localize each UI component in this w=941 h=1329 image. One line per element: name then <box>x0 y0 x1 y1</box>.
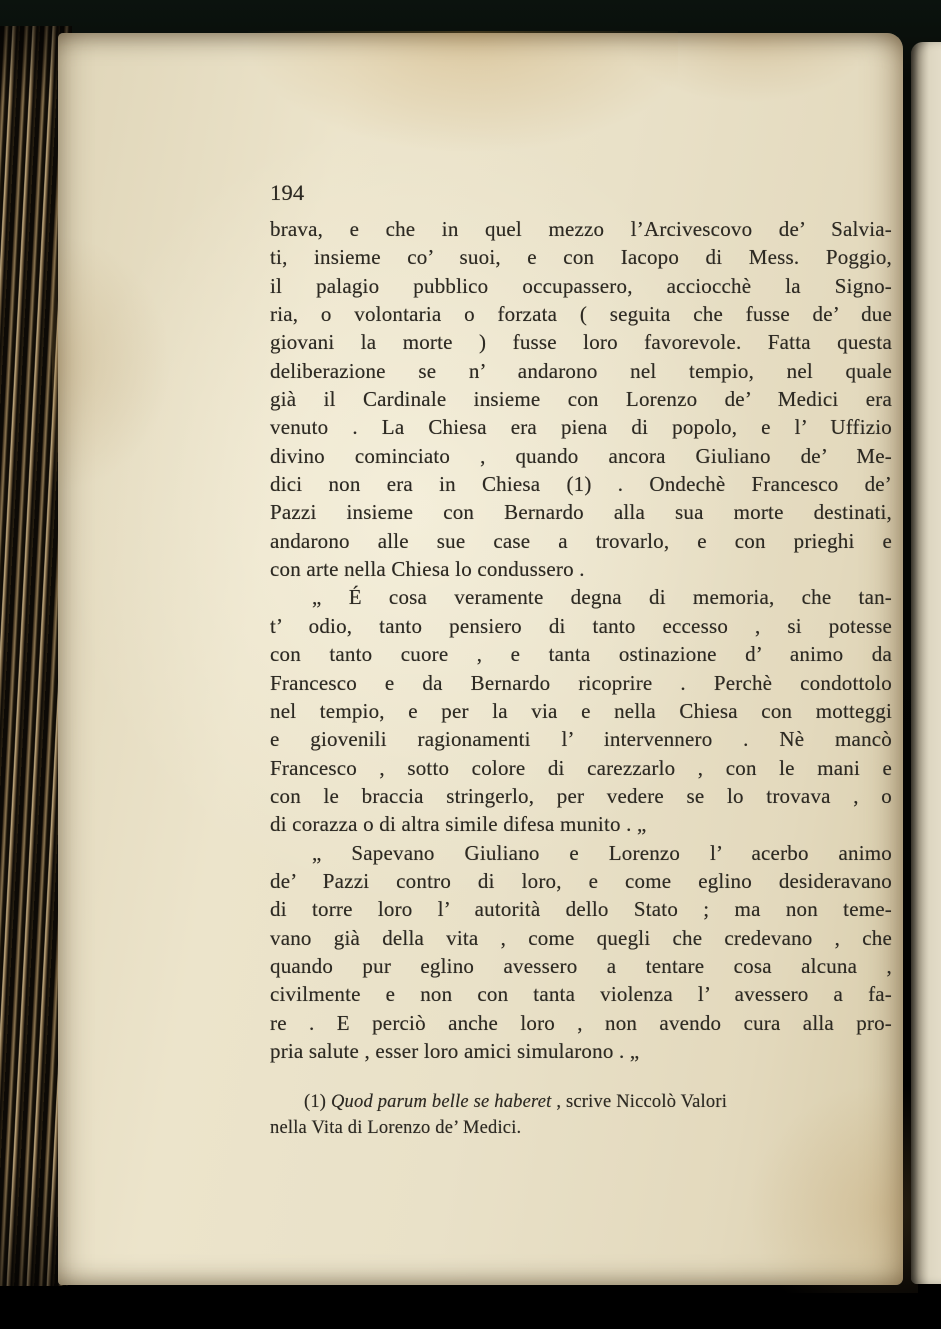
text-line: di torre loro l’ autorità dello Stato ; ma non teme- <box>270 897 892 922</box>
paragraphs <box>270 215 892 1065</box>
text-line: civilmente e non con tanta violenza l’ avessero a fa- <box>270 982 892 1007</box>
text-line: Pazzi insieme con Bernardo alla sua morte destinati, <box>270 500 892 525</box>
footnote-marker: (1) <box>304 1092 331 1113</box>
next-page-edge <box>911 42 941 1284</box>
text-line: andarono alle sue case a trovarlo, e con prieghi e <box>270 528 892 553</box>
text-line: ria, o volontaria o forzata ( seguita che fusse de’ due <box>270 302 892 327</box>
paragraph <box>270 583 892 838</box>
text-line: venuto . La Chiesa era piena di popolo, e l’ Uffizio <box>270 415 892 440</box>
footnote-attribution: , scrive Niccolò Valori <box>551 1092 728 1113</box>
text-line: „ Sapevano Giuliano e Lorenzo l’ acerbo animo <box>312 840 892 865</box>
page-number: 194 <box>270 180 305 205</box>
text-line: Francesco , sotto colore di carezzarlo , con le mani e <box>270 755 892 780</box>
text-line: con arte nella Chiesa lo condussero . <box>270 557 585 582</box>
text-line: Francesco e da Bernardo ricoprire . Perchè condottolo <box>270 670 892 695</box>
text-block <box>270 179 892 1141</box>
text-line: quando pur eglino avessero a tentare cosa alcuna , <box>270 953 892 978</box>
text-line: divino cominciato , quando ancora Giuliano de’ Me- <box>270 443 892 468</box>
paragraph <box>270 215 892 583</box>
paper-stain <box>618 33 878 103</box>
footnote-line <box>270 1089 892 1115</box>
text-line: e giovenili ragionamenti l’ intervennero . Nè mancò <box>270 727 892 752</box>
footnote-line: nella Vita di Lorenzo de’ Medici. <box>270 1118 522 1139</box>
text-line: vano già della vita , come quegli che credevano , che <box>270 925 892 950</box>
text-line: t’ odio, tanto pensiero di tanto eccesso , si potesse <box>270 613 892 638</box>
text-line: de’ Pazzi contro di loro, e come eglino desideravano <box>270 868 892 893</box>
text-line: il palagio pubblico occupassero, acciocchè la Signo- <box>270 273 892 298</box>
paragraph <box>270 839 892 1066</box>
text-line: ti, insieme co’ suoi, e con Iacopo di Mess. Poggio, <box>270 245 892 270</box>
text-line: con tanto cuore , e tanta ostinazione d’ animo da <box>270 642 892 667</box>
text-line: re . E perciò anche loro , non avendo cura alla pro- <box>270 1010 892 1035</box>
text-line: deliberazione se n’ andarono nel tempio, nel quale <box>270 358 892 383</box>
text-line: con le braccia stringerlo, per vedere se lo trovava , o <box>270 783 892 808</box>
footnote <box>270 1089 892 1141</box>
text-line: giovani la morte ) fusse loro favorevole. Fatta questa <box>270 330 892 355</box>
text-line: già il Cardinale insieme con Lorenzo de’ Medici era <box>270 387 892 412</box>
text-line: brava, e che in quel mezzo l’Arcivescovo de’ Salvia- <box>270 217 892 241</box>
text-line: dici non era in Chiesa (1) . Ondechè Francesco de’ <box>270 472 892 497</box>
text-line: pria salute , esser loro amici simularono . „ <box>270 1038 640 1063</box>
text-line: nel tempio, e per la via e nella Chiesa con motteggi <box>270 698 892 723</box>
footnote-latin-quote: Quod parum belle se haberet <box>331 1092 552 1113</box>
book-page <box>58 33 903 1285</box>
paper-stain <box>52 233 172 493</box>
text-line: „ É cosa veramente degna di memoria, che tan- <box>312 585 892 610</box>
text-line: di corazza o di altra simile difesa munito . „ <box>270 812 647 837</box>
paper-stain <box>248 31 678 151</box>
